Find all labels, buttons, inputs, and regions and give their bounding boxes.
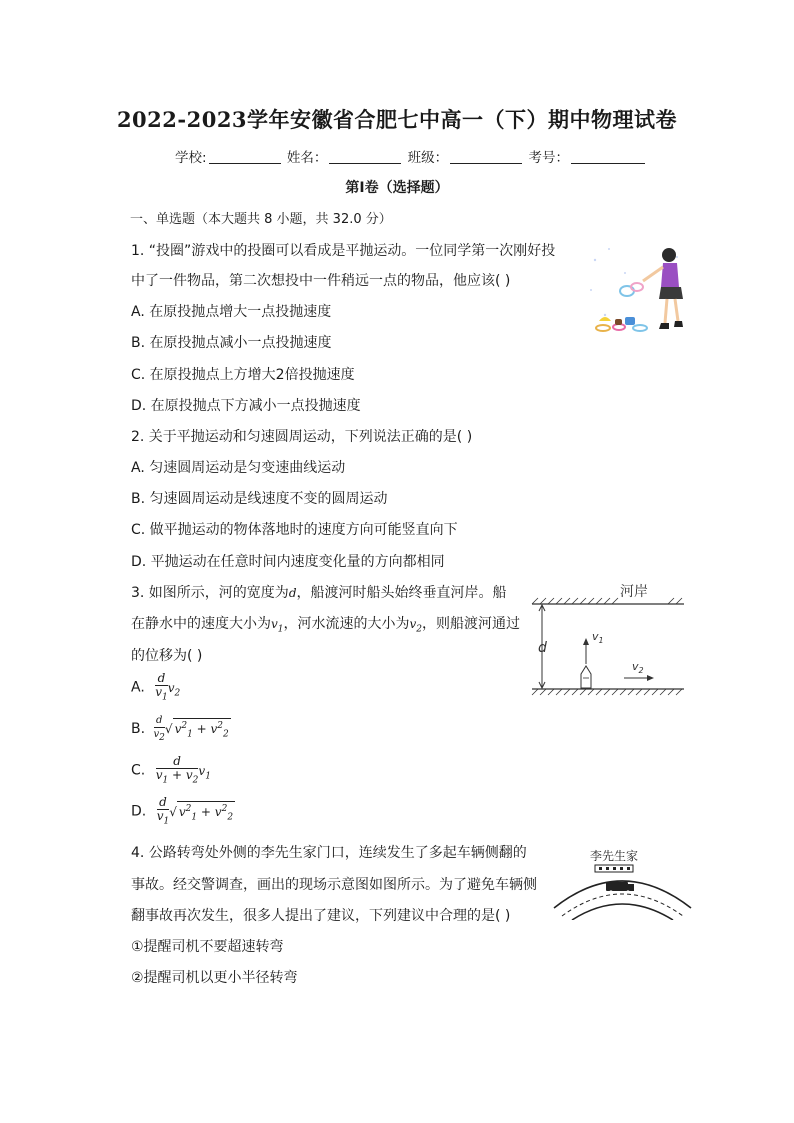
q4-stem-line3: 翻事故再次发生，很多人提出了建议，下列建议中合理的是( ) [131, 908, 511, 924]
school-label: 学校: [175, 150, 207, 166]
q3-option-b: B. $\frac{d}{v_2}$ √ $v^2_1 + v^2_2$ [131, 715, 229, 743]
q3-option-d: D. $\frac{d}{v_1}$ √ $v^2_1 + v^2_2$ [131, 795, 234, 827]
q1-stem-line2: 中了一件物品，第二次想投中一件稍远一点的物品，他应该( ) [131, 273, 511, 289]
road-inner-edge [572, 904, 673, 920]
road-curve-figure [550, 842, 695, 920]
exam-title: 2022-2023学年安徽省合肥七中高一（下）期中物理试卷 [116, 107, 678, 132]
q1-option-d: D. 在原投抛点下方减小一点投抛速度 [131, 398, 361, 414]
q1-stem-line1: 1. “投圈”游戏中的投圈可以看成是平抛运动。一位同学第一次刚好投 [131, 243, 556, 259]
q2-option-c: C. 做平抛运动的物体落地时的速度方向可能竖直向下 [131, 522, 458, 538]
q4-stem-line1: 4. 公路转弯处外侧的李先生家门口，连续发生了多起车辆侧翻的 [131, 845, 527, 861]
river-crossing-figure [528, 582, 688, 700]
student-info-line [175, 146, 647, 166]
q3-option-a: A. $\frac{d}{v_1}$ $v_2$ [131, 671, 181, 703]
q4-suggestion-2: ②提醒司机以更小半径转弯 [131, 970, 298, 986]
width-label: d [538, 640, 547, 656]
ring-toss-illustration [585, 235, 695, 340]
q1-option-a: A. 在原投抛点增大一点投抛速度 [131, 304, 332, 320]
q2-option-d: D. 平抛运动在任意时间内速度变化量的方向都相同 [131, 554, 445, 570]
q1-option-c: C. 在原投抛点上方增大2倍投抛速度 [131, 367, 355, 383]
q4-stem-line2: 事故。经交警调查，画出的现场示意图如图所示。为了避免车辆侧 [131, 877, 537, 893]
q1-option-b: B. 在原投抛点减小一点投抛速度 [131, 335, 332, 351]
number-blank [571, 149, 645, 164]
boat-icon [581, 666, 591, 688]
section-title: 第I卷（选择题） [345, 180, 449, 196]
class-label: 班级： [407, 150, 449, 166]
q2-option-b: B. 匀速圆周运动是线速度不变的圆周运动 [131, 491, 388, 507]
q3-stem-line3: 的位移为( ) [131, 648, 203, 664]
part-title: 一、单选题（本大题共 8 小题，共 32.0 分） [130, 212, 392, 227]
number-label: 考号： [528, 150, 569, 166]
var-v1: $v_1$ [271, 617, 284, 635]
truck-icon [606, 882, 628, 891]
house-label: 李先生家 [590, 849, 639, 863]
bank-label: 河岸 [620, 584, 648, 600]
road-centerline [562, 894, 683, 916]
q2-option-a: A. 匀速圆周运动是匀变速曲线运动 [131, 460, 346, 476]
v1-label: $v_1$ [592, 630, 604, 645]
school-blank [209, 149, 281, 164]
name-label: 姓名： [286, 150, 328, 166]
q4-suggestion-1: ①提醒司机不要超速转弯 [131, 939, 284, 955]
q2-stem: 2. 关于平抛运动和匀速圆周运动，下列说法正确的是( ) [131, 429, 473, 445]
q3-stem-line1: 3. 如图所示，河的宽度为d，船渡河时船头始终垂直河岸。船 [131, 585, 507, 601]
q3-option-c: C. $\frac{d}{v_1 + v_2}$ $v_1$ [131, 754, 211, 786]
var-v2: $v_2$ [409, 617, 423, 635]
top-bank-hatch [532, 598, 682, 604]
name-blank [329, 149, 401, 164]
v2-label: $v_2$ [632, 660, 644, 675]
q3-stem-line2: 在静水中的速度大小为$v_1$，河水流速的大小为$v_2$，则船渡河通过 [131, 616, 521, 635]
bottom-bank-hatch [532, 689, 682, 695]
var-d: d [288, 586, 297, 600]
class-blank [450, 149, 522, 164]
